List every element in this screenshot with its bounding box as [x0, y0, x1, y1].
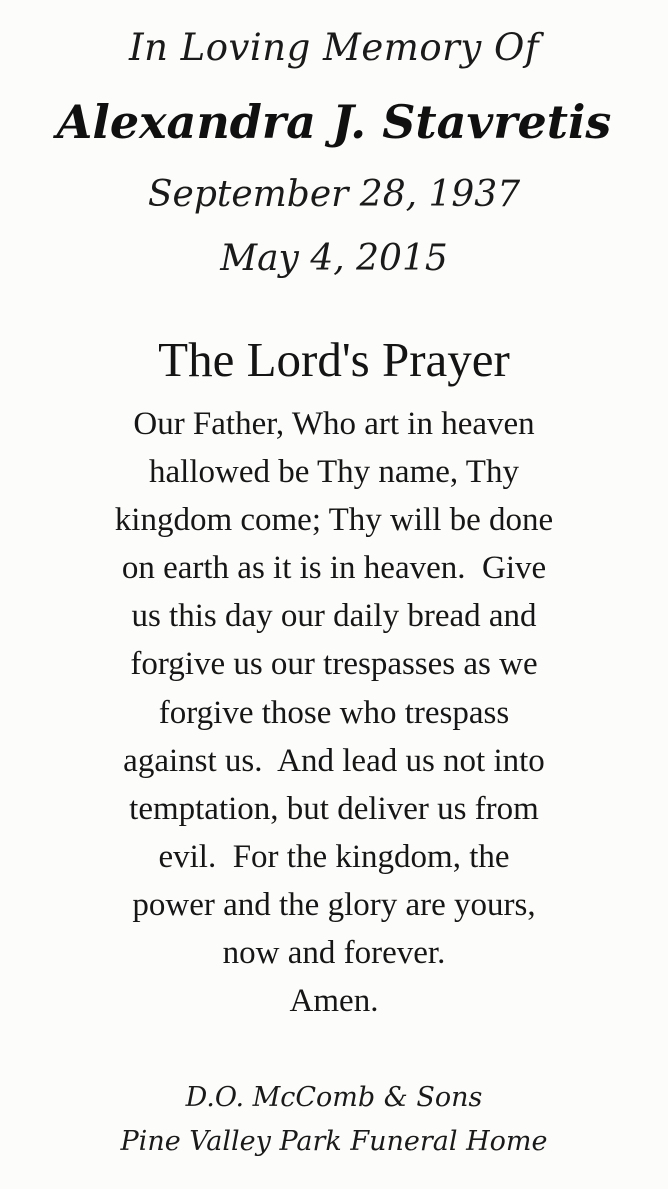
prayer-line: against us. And lead us not into — [123, 742, 545, 779]
prayer-line: forgive those who trespass — [158, 694, 510, 731]
prayer-line: Our Father, Who art in heaven — [133, 406, 535, 442]
birth-date: September 28, 1937 — [147, 174, 521, 215]
prayer-line: evil. For the kingdom, the — [158, 838, 510, 875]
prayer-text — [0, 400, 668, 1025]
funeral-home-owner: D.O. McComb & Sons — [185, 1082, 483, 1113]
prayer-line: us this day our daily bread and — [131, 598, 537, 635]
prayer-line: hallowed be Thy name, Thy — [149, 454, 519, 491]
deceased-name: Alexandra J. Stavretis — [56, 95, 612, 149]
funeral-home-name: Pine Valley Park Funeral Home — [120, 1126, 548, 1157]
prayer-title: The Lord's Prayer — [158, 332, 510, 387]
prayer-line: power and the glory are yours, — [132, 886, 536, 923]
death-date: May 4, 2015 — [220, 238, 448, 279]
prayer-line: on earth as it is in heaven. Give — [121, 550, 547, 587]
prayer-line: temptation, but deliver us from — [129, 790, 539, 827]
prayer-line: now and forever. — [222, 935, 446, 972]
prayer-line: forgive us our trespasses as we — [130, 646, 538, 683]
memorial-heading: In Loving Memory Of — [128, 26, 540, 69]
prayer-line: kingdom come; Thy will be done — [114, 502, 554, 539]
prayer-amen: Amen. — [289, 983, 379, 1020]
